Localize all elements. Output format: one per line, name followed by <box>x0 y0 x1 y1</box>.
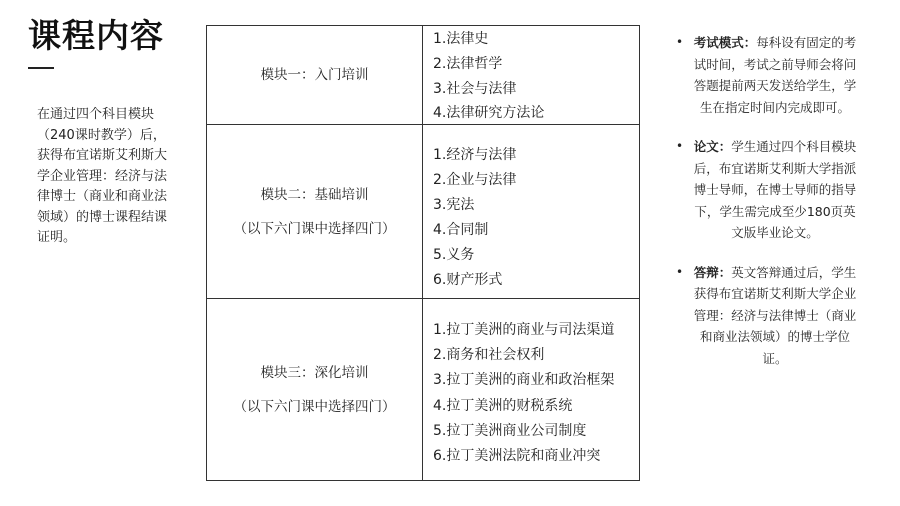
module-row-1 <box>207 26 639 125</box>
course-item: 4.拉丁美洲的财税系统 <box>433 397 573 414</box>
module-name-cell <box>207 125 423 298</box>
note-text: 每科设有固定的考试时间，考试之前导师会将问答题提前两天发送给学生，学生在指定时间内完成即可。 <box>693 35 857 115</box>
note-label: 考试模式： <box>693 35 757 50</box>
course-item: 6.拉丁美洲法院和商业冲突 <box>433 448 601 465</box>
module-row-3 <box>207 299 639 480</box>
course-item: 3.社会与法律 <box>433 80 517 97</box>
modules-table <box>206 25 640 481</box>
note-text: 学生通过四个科目模块后，布宜诺斯艾利斯大学指派博士导师，在博士导师的指导下，学生需完成至少180页英文版毕业论文。 <box>693 139 857 240</box>
title-underline <box>28 67 54 69</box>
note-exam-mode <box>674 32 860 118</box>
module-name: 模块一：入门培训 <box>260 67 369 83</box>
course-item: 1.法律史 <box>433 31 489 47</box>
course-item: 2.商务和社会权利 <box>433 347 545 364</box>
module-row-2 <box>207 125 639 299</box>
note-thesis <box>674 136 860 244</box>
module-courses-cell <box>423 299 639 480</box>
module-name: 模块二：基础培训 <box>260 186 369 203</box>
course-item: 4.合同制 <box>433 222 489 238</box>
module-courses-cell <box>423 125 639 298</box>
note-label: 论文： <box>693 139 732 154</box>
note-label: 答辩： <box>693 264 732 280</box>
module-selection-note: （以下六门课中选择四门） <box>233 220 396 237</box>
module-courses-cell <box>423 26 639 124</box>
intro-text: 在通过四个科目模块（240课时教学）后，获得布宜诺斯艾利斯大学企业管理：经济与法律博士（商业和商业法领域）的博士课程结课证明。 <box>37 107 168 245</box>
module-name-cell <box>207 26 423 124</box>
notes-list <box>674 32 860 369</box>
course-item: 1.经济与法律 <box>433 147 517 163</box>
course-item: 5.拉丁美洲商业公司制度 <box>433 422 587 439</box>
course-item: 2.法律哲学 <box>433 55 503 72</box>
course-item: 6.财产形式 <box>433 272 503 288</box>
course-item: 1.拉丁美洲的商业与司法渠道 <box>433 322 615 338</box>
bullet-icon: • <box>676 139 684 153</box>
module-name-cell <box>207 299 423 480</box>
course-item: 4.法律研究方法论 <box>433 105 545 122</box>
bullet-icon: • <box>676 264 684 279</box>
bullet-icon: • <box>676 35 684 49</box>
note-text: 英文答辩通过后，学生获得布宜诺斯艾利斯大学企业管理：经济与法律博士（商业和商业法领域）的博士学位证。 <box>693 264 857 366</box>
page-title: 课程内容 <box>28 16 164 55</box>
course-item: 5.义务 <box>433 247 475 263</box>
course-item: 3.宪法 <box>433 197 475 213</box>
course-item: 2.企业与法律 <box>433 172 517 188</box>
module-name: 模块三：深化培训 <box>260 364 369 381</box>
course-item: 3.拉丁美洲的商业和政治框架 <box>433 372 615 389</box>
note-defense <box>674 262 860 370</box>
module-selection-note: （以下六门课中选择四门） <box>233 398 396 415</box>
